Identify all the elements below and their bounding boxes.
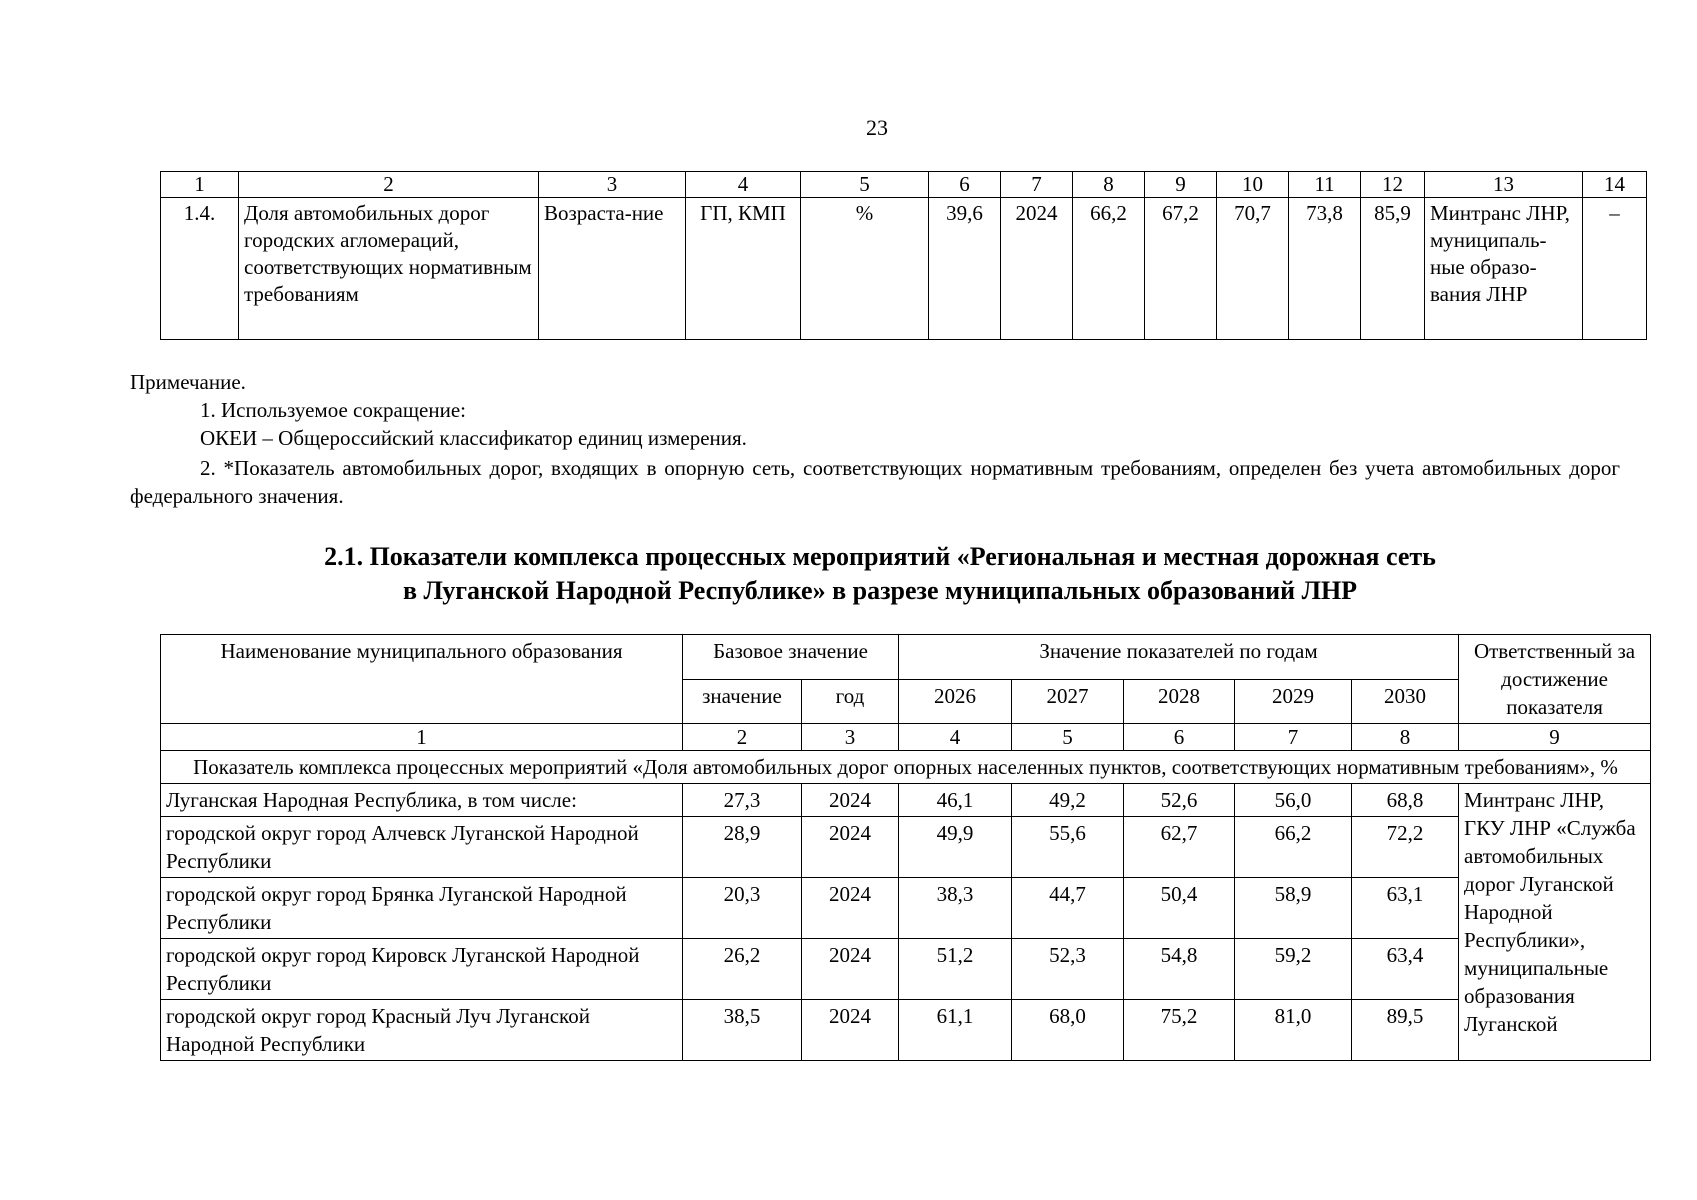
note-title: Примечание. xyxy=(130,370,246,394)
value-2026: 38,3 xyxy=(899,878,1012,939)
value-2028: 62,7 xyxy=(1124,817,1235,878)
value-2030: 89,5 xyxy=(1352,1000,1459,1061)
column-number: 3 xyxy=(539,172,686,198)
note-item-2: 2. *Показатель автомобильных дорог, входящих в опорную сеть, соответствующих нормативным требованиям, определен без учета автомобильных дорог федерального значения. xyxy=(130,456,1620,508)
base-year: 2024 xyxy=(802,939,899,1000)
column-number: 5 xyxy=(801,172,929,198)
column-number: 6 xyxy=(1124,724,1235,751)
base-year: 2024 xyxy=(802,784,899,817)
section-title-line-1: 2.1. Показатели комплекса процессных мероприятий «Региональная и местная дорожная сеть xyxy=(324,542,1436,571)
header-year-cell: 2028 xyxy=(1124,679,1235,724)
column-number: 14 xyxy=(1583,172,1647,198)
responsible: Минтранс ЛНР, муниципаль-ные образо-вания ЛНР xyxy=(1425,198,1583,340)
header-year-cell: 2029 xyxy=(1235,679,1352,724)
base-year: 2024 xyxy=(802,817,899,878)
column-number: 4 xyxy=(686,172,801,198)
value-2026: 49,9 xyxy=(899,817,1012,878)
column-number: 8 xyxy=(1352,724,1459,751)
base-value: 26,2 xyxy=(683,939,802,1000)
value-cell: 66,2 xyxy=(1073,198,1145,340)
section-title xyxy=(160,540,1600,608)
value-2028: 50,4 xyxy=(1124,878,1235,939)
value-2026: 46,1 xyxy=(899,784,1012,817)
column-number: 2 xyxy=(239,172,539,198)
header-years-group: Значение показателей по годам xyxy=(899,635,1459,680)
base-year: 2024 xyxy=(802,878,899,939)
value-2026: 51,2 xyxy=(899,939,1012,1000)
header-year-cell: 2030 xyxy=(1352,679,1459,724)
header-name: Наименование муниципального образования xyxy=(161,635,683,724)
column-number: 2 xyxy=(683,724,802,751)
value-2028: 54,8 xyxy=(1124,939,1235,1000)
column-number: 7 xyxy=(1235,724,1352,751)
indicator-table xyxy=(160,171,1647,340)
base-value: 39,6 xyxy=(929,198,1001,340)
base-value: 20,3 xyxy=(683,878,802,939)
table-row xyxy=(161,784,1651,817)
column-number: 1 xyxy=(161,724,683,751)
header-responsible: Ответственный за достижение показателя xyxy=(1459,635,1651,724)
indicator-name: Доля автомобильных дорог городских агломераций, соответствующих нормативным требованиям xyxy=(239,198,539,340)
unit: % xyxy=(801,198,929,340)
value-cell: 70,7 xyxy=(1217,198,1289,340)
base-value: 38,5 xyxy=(683,1000,802,1061)
value-2030: 68,8 xyxy=(1352,784,1459,817)
value-2029: 56,0 xyxy=(1235,784,1352,817)
column-number: 4 xyxy=(899,724,1012,751)
base-year: 2024 xyxy=(1001,198,1073,340)
value-2029: 58,9 xyxy=(1235,878,1352,939)
header-year: год xyxy=(802,679,899,724)
column-number: 10 xyxy=(1217,172,1289,198)
value-2027: 49,2 xyxy=(1012,784,1124,817)
header-year-cell: 2027 xyxy=(1012,679,1124,724)
column-number: 8 xyxy=(1073,172,1145,198)
info-system: – xyxy=(1583,198,1647,340)
value-cell: 73,8 xyxy=(1289,198,1361,340)
row-number: 1.4. xyxy=(161,198,239,340)
base-value: 28,9 xyxy=(683,817,802,878)
column-number: 6 xyxy=(929,172,1001,198)
column-number: 9 xyxy=(1459,724,1651,751)
note-item-1-definition: ОКЕИ – Общероссийский классификатор единиц измерения. xyxy=(200,426,747,450)
value-2028: 52,6 xyxy=(1124,784,1235,817)
table-row xyxy=(161,817,1651,878)
value-2029: 59,2 xyxy=(1235,939,1352,1000)
trend: Возраста-ние xyxy=(539,198,686,340)
table-row xyxy=(161,939,1651,1000)
value-2029: 66,2 xyxy=(1235,817,1352,878)
column-number-row xyxy=(161,172,1647,198)
value-2027: 55,6 xyxy=(1012,817,1124,878)
responsible: Минтранс ЛНР, ГКУ ЛНР «Служба автомобильных дорог Луганской Народной Республики», муниципальные образования Луганской xyxy=(1459,784,1651,1061)
column-number: 3 xyxy=(802,724,899,751)
value-2026: 61,1 xyxy=(899,1000,1012,1061)
header-year-cell: 2026 xyxy=(899,679,1012,724)
table-row xyxy=(161,198,1647,340)
value-2027: 44,7 xyxy=(1012,878,1124,939)
indicator-title: Показатель комплекса процессных мероприятий «Доля автомобильных дорог опорных населенных пунктов, соответствующих нормативным требованиям», % xyxy=(161,751,1651,784)
document-level: ГП, КМП xyxy=(686,198,801,340)
column-number: 1 xyxy=(161,172,239,198)
table-row xyxy=(161,878,1651,939)
table-row xyxy=(161,1000,1651,1061)
base-year: 2024 xyxy=(802,1000,899,1061)
column-number: 13 xyxy=(1425,172,1583,198)
municipality-name: городской округ город Кировск Луганской Народной Республики xyxy=(161,939,683,1000)
municipality-name: городской округ город Алчевск Луганской Народной Республики xyxy=(161,817,683,878)
municipal-indicators-table xyxy=(160,634,1651,1061)
value-2028: 75,2 xyxy=(1124,1000,1235,1061)
municipality-name: Луганская Народная Республика, в том числе: xyxy=(161,784,683,817)
note-item-1: 1. Используемое сокращение: xyxy=(200,398,466,422)
column-number-row xyxy=(161,724,1651,751)
municipality-name: городской округ город Брянка Луганской Народной Республики xyxy=(161,878,683,939)
header-base: Базовое значение xyxy=(683,635,899,680)
column-number: 9 xyxy=(1145,172,1217,198)
indicator-row xyxy=(161,751,1651,784)
column-number: 11 xyxy=(1289,172,1361,198)
value-cell: 85,9 xyxy=(1361,198,1425,340)
value-2029: 81,0 xyxy=(1235,1000,1352,1061)
header-value: значение xyxy=(683,679,802,724)
municipality-name: городской округ город Красный Луч Луганской Народной Республики xyxy=(161,1000,683,1061)
value-2030: 63,4 xyxy=(1352,939,1459,1000)
header-row xyxy=(161,635,1651,680)
column-number: 7 xyxy=(1001,172,1073,198)
column-number: 5 xyxy=(1012,724,1124,751)
value-2030: 72,2 xyxy=(1352,817,1459,878)
value-2027: 68,0 xyxy=(1012,1000,1124,1061)
value-2030: 63,1 xyxy=(1352,878,1459,939)
column-number: 12 xyxy=(1361,172,1425,198)
base-value: 27,3 xyxy=(683,784,802,817)
value-2027: 52,3 xyxy=(1012,939,1124,1000)
page-number: 23 xyxy=(866,115,888,140)
value-cell: 67,2 xyxy=(1145,198,1217,340)
section-title-line-2: в Луганской Народной Республике» в разрезе муниципальных образований ЛНР xyxy=(402,576,1358,605)
